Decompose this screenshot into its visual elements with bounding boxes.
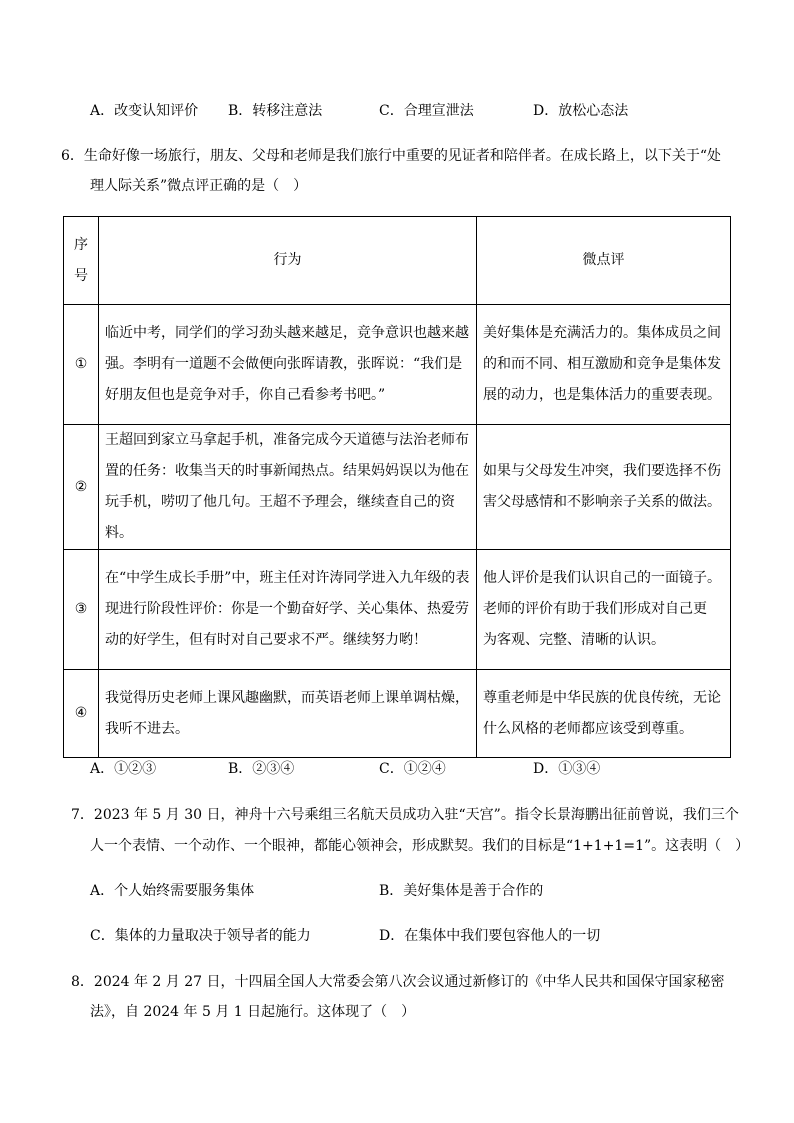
row-behavior: [99, 670, 477, 758]
row-comment: [477, 425, 731, 550]
row-number: ②: [64, 425, 99, 550]
cell-line: 置的任务：收集当天的时事新闻热点。结果妈妈误以为他在: [105, 463, 469, 479]
q6-option-d: D．①③④: [533, 761, 601, 777]
cell-line: 什么风格的老师都应该受到尊重。: [483, 720, 693, 737]
cell-line: 他人评价是我们认识自己的一面镜子。: [483, 570, 721, 586]
cell-line: 在“中学生成长手册”中，班主任对许涛同学进入九年级的表: [105, 570, 470, 586]
q7-option-b: B．美好集体是善于合作的: [379, 883, 544, 899]
row-behavior: [99, 425, 477, 550]
q6-stem-line-2: 理人际关系”微点评正确的是（ ）: [90, 178, 308, 194]
cell-line: 的和而不同、相互激励和竞争是集体发: [483, 356, 721, 372]
cell-line: 老师的评价有助于我们形成对自己更: [483, 601, 707, 617]
q7-stem-line-1: 7．2023 年 5 月 30 日，神舟十六号乘组三名航天员成功入驻“天宫”。指令长景海鹏出征前曾说，我们三个: [71, 807, 739, 823]
header-seq-char-2: 号: [74, 267, 88, 284]
table-row: [64, 670, 731, 758]
q6-option-a: A．①②③: [90, 761, 157, 777]
cell-line: 尊重老师是中华民族的优良传统，无论: [483, 689, 721, 706]
cell-line: 玩手机，唠叨了他几句。王超不予理会，继续查自己的资料。: [105, 494, 455, 541]
q7-option-c: C．集体的力量取决于领导者的能力: [90, 928, 311, 944]
row-comment: [477, 305, 731, 425]
row-behavior: [99, 550, 477, 670]
cell-line: 临近中考，同学们的学习劲头越来越足，竞争意识也越来越: [105, 325, 469, 341]
q8-stem-line-2: 法》，自 2024 年 5 月 1 日起施行。这体现了（ ）: [90, 1004, 416, 1020]
q5-option-a: A．改变认知评价: [90, 103, 199, 119]
cell-line: 害父母感情和不影响亲子关系的做法。: [483, 494, 721, 510]
q7-stem-line-2: 人一个表情、一个动作、一个眼神，都能心领神会，形成默契。我们的目标是“1+1+1=1”。这表明（ ）: [90, 838, 750, 854]
cell-line: 展的动力，也是集体活力的重要表现。: [483, 387, 721, 403]
cell-line: 我觉得历史老师上课风趣幽默，而英语老师上课单调枯燥，: [105, 689, 469, 706]
q7-option-a: A．个人始终需要服务集体: [90, 883, 255, 899]
cell-line: 动的好学生，但有时对自己要求不严。继续努力哟！: [105, 632, 427, 648]
q5-option-b: B．转移注意法: [228, 103, 323, 119]
cell-line: 我听不进去。: [105, 720, 189, 737]
header-comment: 微点评: [477, 217, 731, 305]
q6-table: [63, 216, 731, 758]
row-number: ①: [64, 305, 99, 425]
header-seq-char-1: 序: [74, 236, 88, 253]
row-number: ③: [64, 550, 99, 670]
q7-option-d: D．在集体中我们要包容他人的一切: [379, 928, 601, 944]
q6-option-c: C．①②④: [379, 761, 446, 777]
q6-stem-line-1: 6．生命好像一场旅行，朋友、父母和老师是我们旅行中重要的见证者和陪伴者。在成长路上，以下关于“处: [61, 148, 722, 164]
table-header-row: [64, 217, 731, 305]
row-number: ④: [64, 670, 99, 758]
cell-line: 现进行阶段性评价：你是一个勤奋好学、关心集体、热爱劳: [105, 601, 469, 617]
q8-stem-line-1: 8．2024 年 2 月 27 日，十四届全国人大常委会第八次会议通过新修订的《中华人民共和国保守国家秘密: [71, 974, 725, 990]
row-comment: [477, 550, 731, 670]
cell-line: 强。李明有一道题不会做便向张晖请教，张晖说：“我们是: [105, 356, 463, 372]
cell-line: 为客观、完整、清晰的认识。: [483, 632, 665, 648]
table-row: [64, 425, 731, 550]
row-comment: [477, 670, 731, 758]
cell-line: 王超回到家立马拿起手机，准备完成今天道德与法治老师布: [105, 432, 469, 448]
header-behavior: 行为: [99, 217, 477, 305]
row-behavior: [99, 305, 477, 425]
cell-line: 好朋友但也是竞争对手，你自己看参考书吧。”: [105, 387, 386, 403]
header-seq: [64, 217, 99, 305]
q6-option-b: B．②③④: [228, 761, 295, 777]
cell-line: 如果与父母发生冲突，我们要选择不伤: [483, 463, 721, 479]
q5-option-c: C．合理宣泄法: [379, 103, 474, 119]
table-row: [64, 305, 731, 425]
cell-line: 美好集体是充满活力的。集体成员之间: [483, 325, 721, 341]
table-row: [64, 550, 731, 670]
q5-option-d: D．放松心态法: [533, 103, 629, 119]
